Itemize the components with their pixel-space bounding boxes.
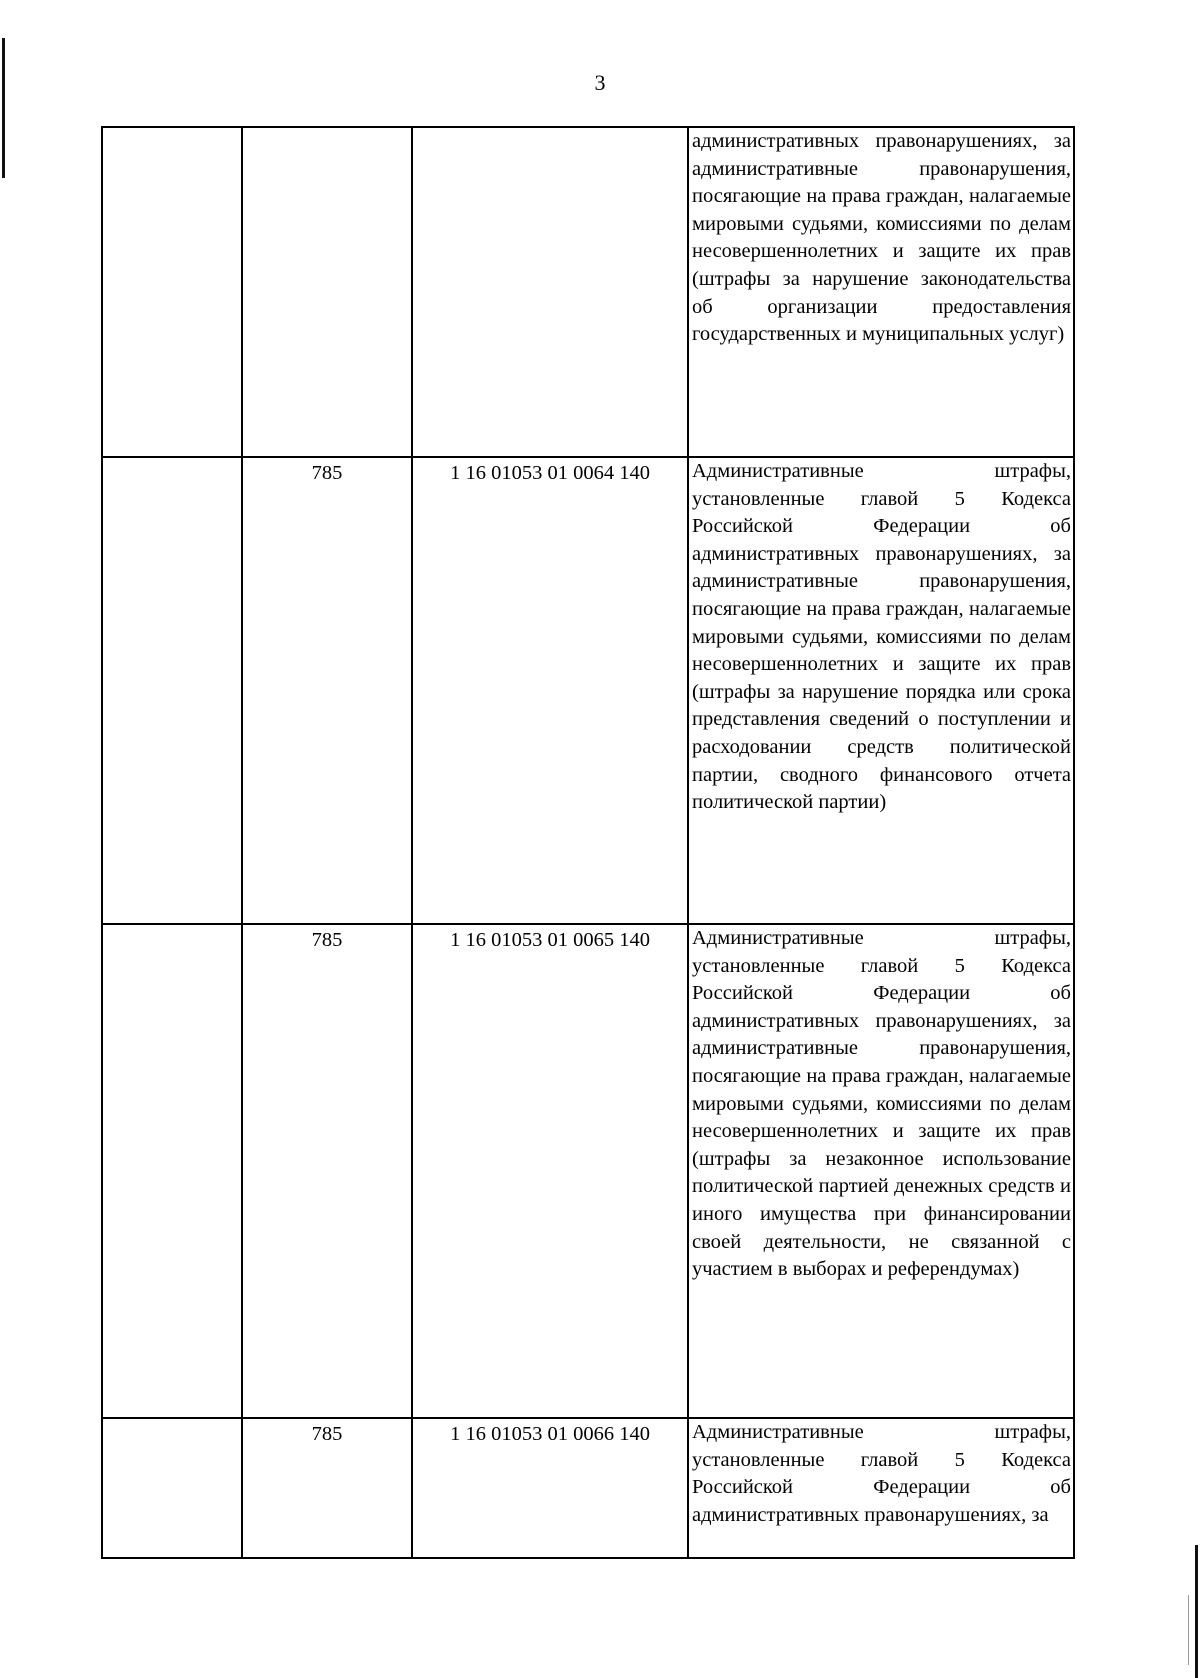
description-text: административных правонарушениях, за административные правонарушения, посягающие на права граждан, налагаемые мировыми судьями, комиссиями по делам несовершеннолетних и защите их прав (штрафы за нарушение законодательства об организации предоставления государственных и муниципальных услуг) [692, 130, 1071, 346]
empty-cell [102, 127, 242, 457]
budget-code-table [101, 126, 1075, 1559]
description-cell [688, 924, 1074, 1418]
description-text: Административные штрафы, установленные главой 5 Кодекса Российской Федерации об административных правонарушениях, за административные правонарушения, посягающие на права граждан, налагаемые мировыми судьями, комиссиями по делам несовершеннолетних и защите их прав (штрафы за незаконное использование политической партией денежных средств и иного имущества при финансировании своей деятельности, не связанной с участием в выборах и референдумах) [692, 927, 1071, 1281]
table-row [102, 1418, 1074, 1558]
description-text: Административные штрафы, установленные главой 5 Кодекса Российской Федерации об административных правонарушениях, за административные правонарушения, посягающие на права граждан, налагаемые мировыми судьями, комиссиями по делам несовершеннолетних и защите их прав (штрафы за нарушение порядка или срока представления сведений о поступлении и расходовании средств политической партии, сводного финансового отчета политической партии) [692, 460, 1071, 814]
description-text: Административные штрафы, установленные главой 5 Кодекса Российской Федерации об административных правонарушениях, за [692, 1421, 1071, 1526]
page-number: 3 [594, 70, 606, 95]
description-cell [688, 457, 1074, 924]
scan-mark-right [1188, 1595, 1189, 1665]
kbk-code-cell [412, 127, 688, 457]
description-cell [688, 1418, 1074, 1558]
scan-edge-left [2, 38, 5, 178]
admin-code-cell [242, 127, 412, 457]
table-row [102, 457, 1074, 924]
kbk-code-cell: 1 16 01053 01 0065 140 [412, 924, 688, 1418]
table-row [102, 924, 1074, 1418]
kbk-code-cell: 1 16 01053 01 0064 140 [412, 457, 688, 924]
admin-code-cell: 785 [242, 924, 412, 1418]
description-cell [688, 127, 1074, 457]
empty-cell [102, 924, 242, 1418]
empty-cell [102, 457, 242, 924]
admin-code-cell: 785 [242, 457, 412, 924]
scan-edge-right [1195, 1545, 1198, 1678]
admin-code-cell: 785 [242, 1418, 412, 1558]
table-row [102, 127, 1074, 457]
empty-cell [102, 1418, 242, 1558]
kbk-code-cell: 1 16 01053 01 0066 140 [412, 1418, 688, 1558]
